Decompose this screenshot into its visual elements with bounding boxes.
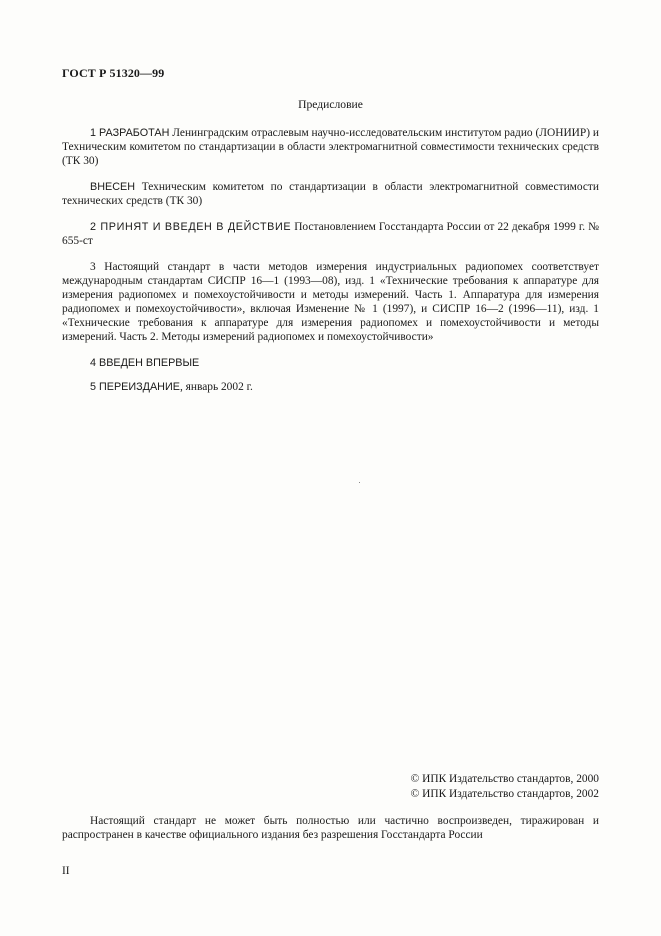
paragraph-text: , январь 2002 г. [179, 381, 253, 393]
paragraph-correspondence: 3 Настоящий стандарт в части методов измерения индустриальных радиопомех соответствует международным стандартам СИСПР 16—1 (1993—08), изд. 1 «Технические требования к аппаратуре для измерения радиопомех и помехоустойчивости и методы измерений. Часть 1. Аппаратура для измерения радиопомех и помехоустойчивости», включая Изменение № 1 (1997), и СИСПР 16—2 (1996—11), изд. 1 «Технические требования к аппаратуре для измерения радиопомех и помехоустойчивости и методы измерений. Часть 2. Методы измерений радиопомех и помехоустойчивости» [62, 261, 599, 343]
paragraph-text: Техническим комитетом по стандартизации в области электромагнитной совместимости технических средств (ТК 30) [62, 181, 599, 207]
paragraph-first-introduced [62, 356, 599, 370]
paragraph-lead: 1 РАЗРАБОТАН [90, 127, 170, 139]
paragraph-lead: 5 ПЕРЕИЗДАНИЕ [90, 381, 180, 393]
page-number: II [62, 865, 70, 877]
preface-body [62, 126, 599, 406]
paragraph-lead: 2 ПРИНЯТ И ВВЕДЕН В ДЕЙСТВИЕ [90, 221, 292, 233]
paragraph-text: Постановлением Госстандарта России от 22 декабря 1999 г. № 655-ст [62, 221, 599, 247]
copyright-line-2002: © ИПК Издательство стандартов, 2002 [410, 788, 599, 800]
document-id-header: ГОСТ Р 51320—99 [62, 66, 165, 80]
paragraph-developed [62, 126, 599, 168]
paragraph-lead: 4 ВВЕДЕН ВПЕРВЫЕ [90, 357, 200, 369]
paragraph-text: Ленинградским отраслевым научно-исследовательским институтом радио (ЛОНИИР) и Техническим комитетом по стандартизации в области электромагнитной совместимости технических средств (ТК 30) [62, 127, 599, 167]
reproduction-notice: Настоящий стандарт не может быть полностью или частично воспроизведен, тиражирован и распространен в качестве официального издания без разрешения Госстандарта России [62, 815, 599, 841]
paragraph-reissue [62, 380, 599, 394]
paragraph-adopted [62, 220, 599, 248]
copyright-line-2000: © ИПК Издательство стандартов, 2000 [410, 773, 599, 785]
scan-speck [359, 482, 360, 483]
paragraph-introduced [62, 180, 599, 208]
copyright-block [62, 772, 599, 802]
section-title: Предисловие [298, 98, 363, 111]
paragraph-lead: ВНЕСЕН [90, 181, 135, 193]
